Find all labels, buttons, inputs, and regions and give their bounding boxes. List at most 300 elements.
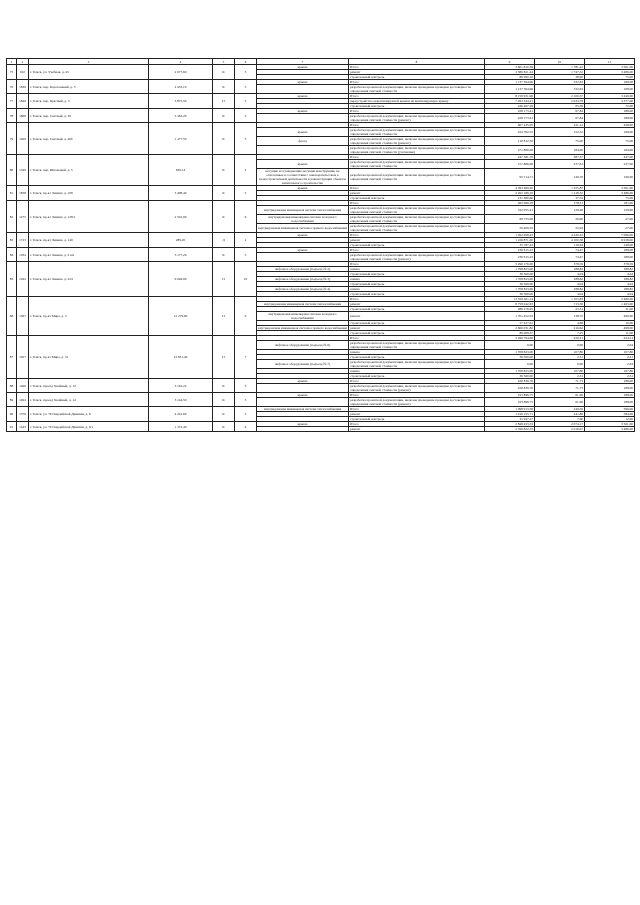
house-id: 1184 — [17, 248, 29, 262]
wall-material: К — [213, 65, 235, 80]
total-cost: 226 839,76 — [485, 384, 535, 393]
unit-cost: 71,73 — [535, 384, 585, 393]
house-id: 1275 — [17, 201, 29, 233]
total-cost: 1 708 823,00 — [485, 350, 535, 355]
unit-cost: 2,31 — [535, 355, 585, 360]
floors-count: 5 — [235, 80, 257, 94]
unit-cost: 4,68 — [535, 321, 585, 326]
structural-element: внутридомовая инженерная система горячего водоснабжения — [257, 224, 349, 233]
total-cost: 8 159 931,96 — [485, 94, 535, 99]
row-number: 89 — [7, 393, 17, 407]
total-cost: 3 586 821,44 — [485, 70, 535, 75]
unit-cost: 188,82 — [535, 287, 585, 292]
column-number: 10 — [535, 59, 585, 65]
unit-cost: 220,21 — [535, 336, 585, 341]
structural-element: крыша — [257, 233, 349, 238]
row-number: 90 — [7, 407, 17, 422]
work-type: строительный контроль — [349, 355, 485, 360]
work-type: разработка проектной документации, включая проведение проверки достоверности определения сметной стоимости — [349, 215, 485, 224]
house-id: 1057 — [17, 336, 29, 379]
unit-cost: 4,04 — [535, 272, 585, 277]
work-type: Итого — [349, 201, 485, 206]
capital-repair-table — [6, 58, 635, 432]
max-unit-cost: 7 096,00 — [585, 233, 635, 238]
work-type: строительный контроль — [349, 292, 485, 297]
work-type: замена — [349, 350, 485, 355]
column-number: 5 — [213, 59, 235, 65]
unit-cost: 37,55 — [535, 196, 585, 201]
max-unit-cost: 224,51 — [585, 336, 635, 341]
structural-element: внутридомовая инженерная система холодного водоснабжения — [257, 312, 349, 321]
structural-element: лифтовое оборудование (подъезд № 6) — [257, 341, 349, 350]
work-type: замена — [349, 287, 485, 292]
work-type: строительный контроль — [349, 243, 485, 248]
work-type: разработка проектной документации, включая проведение проверки достоверности определения сметной стоимости — [349, 206, 485, 215]
work-type: Итого — [349, 155, 485, 160]
row-number: 76 — [7, 80, 17, 94]
max-unit-cost: 188,00 — [585, 109, 635, 114]
max-unit-cost: 428,00 — [585, 123, 635, 128]
wall-material: К — [213, 393, 235, 407]
floors-count: 5 — [235, 407, 257, 422]
row-number: 75 — [7, 65, 17, 80]
unit-cost: 1 255,87 — [535, 186, 585, 191]
unit-cost: 61,66 — [535, 393, 585, 398]
floors-count: 5 — [235, 393, 257, 407]
house-id: 1367 — [17, 297, 29, 336]
unit-cost: 4,04 — [535, 282, 585, 287]
column-number: 6 — [235, 59, 257, 65]
house-address: г. Томск, пер. Шпальный, д. 5 — [29, 155, 149, 186]
unit-cost: 188,82 — [535, 277, 585, 282]
structural-element: лифтовое оборудование (подъезд № 4) — [257, 287, 349, 292]
row-number: 78 — [7, 109, 17, 123]
house-area: 2 077,60 — [149, 65, 213, 80]
total-cost: 1 098 913,58 — [485, 407, 535, 412]
house-address: г. Томск, пр-кт Мира, д. 3 — [29, 297, 149, 336]
house-id: 1808 — [17, 109, 29, 123]
wall-material: К — [213, 407, 235, 422]
max-unit-cost: 3 561,00 — [585, 186, 635, 191]
house-address: г. Томск, пр-кт Ленина, д. 108 — [29, 186, 149, 201]
wall-material: К — [213, 155, 235, 186]
total-cost: 1 262 658,43 — [485, 233, 535, 238]
unit-cost: 107,80 — [535, 369, 585, 374]
max-unit-cost: 498,00 — [585, 326, 635, 331]
total-cost: 0,00 — [485, 360, 535, 369]
wall-material: К — [213, 248, 235, 262]
work-type: разработка проектной документации, включая проведение проверки достоверности определения сметной стоимости — [349, 128, 485, 137]
max-unit-cost: 188,00 — [585, 114, 635, 123]
house-address: г. Томск, проезд Хвойный, д. 14 — [29, 393, 149, 407]
row-number: 88 — [7, 379, 17, 393]
unit-cost: 23,31 — [535, 307, 585, 312]
max-unit-cost: 2,04 — [585, 341, 635, 350]
house-address: г. Томск, ул. 79 Гвардейской Дивизии, д. 8 — [29, 407, 149, 422]
unit-cost: 1 103,83 — [535, 297, 585, 302]
max-unit-cost: 4,04 — [585, 292, 635, 297]
work-type: Итого — [349, 123, 485, 128]
max-unit-cost: 75,00 — [585, 75, 635, 80]
unit-cost: 67,84 — [535, 109, 585, 114]
wall-material: П — [213, 297, 235, 336]
work-type: разработка проектной документации, включая проведение проверки достоверности определения сметной стоимости (ремонт) — [349, 114, 485, 123]
unit-cost: 378,59 — [535, 262, 585, 267]
work-type: строительный контроль — [349, 282, 485, 287]
house-id: 1445 — [17, 422, 29, 432]
wall-material: К — [213, 109, 235, 123]
max-unit-cost: 3 377,00 — [585, 99, 635, 104]
max-unit-cost: 1 463,00 — [585, 302, 635, 307]
unit-cost: 74,47 — [535, 248, 585, 253]
column-number: 3 — [29, 59, 149, 65]
unit-cost: 26,90 — [535, 215, 585, 224]
max-unit-cost: 75,00 — [585, 137, 635, 146]
house-address: г. Томск, пер. Коротенький, д. 3 — [29, 80, 149, 94]
max-unit-cost: 107,80 — [585, 350, 635, 355]
work-type: разработка проектной документации, включая проведение проверки достоверности определения сметной стоимости — [349, 360, 485, 369]
work-type: строительный контроль — [349, 307, 485, 312]
work-type: разработка проектной документации, включая проведение проверки достоверности определения сметной стоимости — [349, 169, 485, 186]
structural-element — [257, 427, 349, 432]
structural-element: фасад — [257, 137, 349, 146]
house-id: 1349 — [17, 155, 29, 186]
max-unit-cost: 168,00 — [585, 85, 635, 94]
work-type: строительный контроль — [349, 196, 485, 201]
row-number: 83 — [7, 233, 17, 248]
total-cost: 1 798 823,00 — [485, 267, 535, 272]
work-type: ремонт — [349, 191, 485, 196]
total-cost: 1 708 823,00 — [485, 369, 535, 374]
floors-count: 5 — [235, 248, 257, 262]
work-type: Итого — [349, 248, 485, 253]
work-type: Итого — [349, 422, 485, 427]
house-id: 1376 — [17, 407, 29, 422]
total-cost: 2 849 453,33 — [485, 422, 535, 427]
row-number: 86 — [7, 297, 17, 336]
max-unit-cost: 3 486,00 — [585, 427, 635, 432]
max-unit-cost: 3 561,00 — [585, 65, 635, 70]
work-type: ремонт — [349, 427, 485, 432]
house-address: г. Томск, пер. Светлый, д. 40б — [29, 123, 149, 155]
structural-element: крыша — [257, 128, 349, 137]
work-type: Итого — [349, 379, 485, 384]
max-unit-cost: 237,00 — [585, 160, 635, 169]
house-area: 1 372,40 — [149, 422, 213, 432]
house-id: 1490 — [17, 379, 29, 393]
work-type: замена — [349, 267, 485, 272]
wall-material: К — [213, 379, 235, 393]
work-type: замена — [349, 277, 485, 282]
total-cost: 7 493 344,21 — [485, 99, 535, 104]
total-cost: 0,00 — [485, 341, 535, 350]
unit-cost: 178,31 — [535, 201, 585, 206]
max-unit-cost: 181,00 — [585, 201, 635, 206]
max-unit-cost: 188,00 — [585, 393, 635, 398]
row-number: 79 — [7, 123, 17, 155]
structural-element: внутридомовая инженерная система теплоснабжения — [257, 206, 349, 215]
total-cost: 1 226 871,00 — [485, 238, 535, 243]
work-type: ремонт — [349, 326, 485, 331]
unit-cost: 4,04 — [535, 292, 585, 297]
max-unit-cost: 11,00 — [585, 331, 635, 336]
max-unit-cost: 188,82 — [585, 267, 635, 272]
column-number: 2 — [17, 59, 29, 65]
structural-element: крыша — [257, 379, 349, 384]
work-type: ремонт — [349, 238, 485, 243]
work-type: ремонт — [349, 70, 485, 75]
unit-cost: 0,00 — [535, 360, 585, 369]
unit-cost: 1 781,22 — [535, 65, 585, 70]
max-unit-cost: 3 449,00 — [585, 94, 635, 99]
unit-cost: 71,73 — [535, 379, 585, 384]
unit-cost: 184,00 — [535, 146, 585, 155]
house-area: 3 875,50 — [149, 94, 213, 109]
max-unit-cost: 10,00 — [585, 321, 635, 326]
work-type: Итого — [349, 233, 485, 238]
total-cost: 1 016 155,71 — [485, 412, 535, 417]
unit-cost: 411,12 — [535, 123, 585, 128]
max-unit-cost: 148,00 — [585, 243, 635, 248]
total-cost: 69 735,06 — [485, 215, 535, 224]
unit-cost: 216,62 — [535, 326, 585, 331]
unit-cost: 22,92 — [535, 224, 585, 233]
max-unit-cost: 4,04 — [585, 272, 635, 277]
max-unit-cost: 184,00 — [585, 146, 635, 155]
total-cost: 89 008,37 — [485, 331, 535, 336]
house-address: г. Томск, пер. Светлый, д. 36 — [29, 109, 149, 123]
unit-cost: 1 218,32 — [535, 191, 585, 196]
total-cost: 193 898,75 — [485, 393, 535, 398]
total-cost: 86 990,10 — [485, 75, 535, 80]
max-unit-cost: 447,00 — [585, 155, 635, 160]
unit-cost: 4 100,58 — [535, 238, 585, 243]
max-unit-cost: 129,00 — [585, 206, 635, 215]
row-number: 81 — [7, 186, 17, 201]
wall-material: П — [213, 94, 235, 109]
unit-cost: 241,86 — [535, 412, 585, 417]
total-cost: 1 708 823,00 — [485, 287, 535, 292]
house-area: 639,14 — [149, 155, 213, 186]
column-number: 7 — [257, 59, 349, 65]
unit-cost: 7,60 — [535, 417, 585, 422]
max-unit-cost: 188,00 — [585, 379, 635, 384]
house-address: г. Томск, пр-кт Мира, д. 31 — [29, 336, 149, 379]
house-address: г. Томск, пр-кт Ленина, д. 149 — [29, 233, 149, 248]
total-cost: 1 701 452,03 — [485, 312, 535, 321]
unit-cost: 128,46 — [535, 206, 585, 215]
house-area: 15 831,40 — [149, 336, 213, 379]
work-type: Итого — [349, 65, 485, 70]
structural-element: лифтовое оборудование (подъезд № 2) — [257, 267, 349, 272]
structural-element — [257, 398, 349, 407]
row-number: 91 — [7, 422, 17, 432]
total-cost: 236 615,23 — [485, 248, 535, 253]
structural-element: крыша — [257, 422, 349, 427]
work-type: переустройство невентилируемой крыши на вентилируемую крышу — [349, 99, 485, 104]
floors-count: 5 — [235, 65, 257, 80]
work-type: Итого — [349, 407, 485, 412]
wall-material: К — [213, 80, 235, 94]
row-number: 87 — [7, 336, 17, 379]
unit-cost: 152,12 — [535, 128, 585, 137]
unit-cost: 75,00 — [535, 137, 585, 146]
house-id: 1292 — [17, 262, 29, 297]
max-unit-cost: 72,00 — [585, 104, 635, 109]
wall-material: К — [213, 201, 235, 233]
floors-count: 7 — [235, 336, 257, 379]
max-unit-cost: 3 486,00 — [585, 191, 635, 196]
house-id: 610 — [17, 65, 29, 80]
structural-element: внутридомовая инженерная система горячего водоснабжения — [258, 326, 347, 330]
wall-material: Д — [213, 233, 235, 248]
total-cost: 36 560,00 — [485, 355, 535, 360]
row-number: 77 — [7, 94, 17, 109]
unit-cost: 249,56 — [535, 407, 585, 412]
max-unit-cost: 196,00 — [585, 169, 635, 186]
column-number: 1 — [7, 59, 17, 65]
unit-cost: 2 074,17 — [535, 422, 585, 427]
total-cost: 36 560,00 — [485, 292, 535, 297]
structural-element: внутридомовая инженерная система теплоснабжения — [257, 302, 349, 307]
structural-element: внутридомовая инженерная система теплоснабжения — [257, 407, 349, 412]
house-address: г. Томск, ул. Учебная, д. 45 — [29, 65, 149, 80]
floors-count: 2 — [235, 233, 257, 248]
total-cost: 3 290 176,00 — [485, 262, 535, 267]
total-cost: 1 137 394,96 — [485, 85, 535, 94]
max-unit-cost: 2 480,00 — [585, 297, 635, 302]
unit-cost: 107,80 — [535, 350, 585, 355]
total-cost: 1 137 394,96 — [485, 80, 535, 85]
total-cost: 286 276,95 — [485, 307, 535, 312]
structural-element — [257, 384, 349, 393]
max-unit-cost: 27,00 — [585, 215, 635, 224]
unit-cost: 65,59 — [535, 104, 585, 109]
total-cost: 246 467,28 — [485, 104, 535, 109]
total-cost: 332 955,41 — [485, 206, 535, 215]
structural-element: крыша — [257, 160, 349, 169]
max-unit-cost: 188,00 — [585, 398, 635, 407]
wall-material: П — [213, 262, 235, 297]
unit-cost: 149,76 — [535, 169, 585, 186]
column-number: 8 — [349, 59, 485, 65]
work-type: разработка проектной документации, включая проведение проверки достоверности определения сметной стоимости — [349, 85, 485, 94]
work-type: ремонт — [349, 302, 485, 307]
total-cost: 226 839,76 — [485, 379, 535, 384]
work-type: строительный контроль — [349, 104, 485, 109]
unit-cost: 188,82 — [535, 267, 585, 272]
structural-element — [257, 146, 349, 155]
total-cost: 271 860,00 — [485, 146, 535, 155]
max-unit-cost: 31,00 — [585, 307, 635, 312]
total-cost: 462 066,18 — [485, 201, 535, 206]
max-unit-cost: 168,00 — [585, 80, 635, 85]
total-cost: 95 714,71 — [485, 169, 535, 186]
total-cost: 228 173,41 — [485, 114, 535, 123]
floors-count: 5 — [235, 94, 257, 109]
structural-element: внутридомовая инженерная система холодного водоснабжения — [257, 215, 349, 224]
floors-count: 6 — [235, 201, 257, 233]
total-cost: 4 262 189,10 — [485, 191, 535, 196]
unit-cost: 713,30 — [535, 302, 585, 307]
total-cost: 8 759 042,63 — [485, 302, 535, 307]
work-type: разработка проектной документации, включая проведение проверки достоверности определения сметной стоимости — [349, 160, 485, 169]
wall-material: К — [213, 186, 235, 201]
structural-element — [257, 85, 349, 94]
house-area: 3 498,40 — [149, 186, 213, 201]
house-area: 1 477,50 — [149, 123, 213, 155]
max-unit-cost: 2,31 — [585, 355, 635, 360]
total-cost: 3 661 810,39 — [485, 65, 535, 70]
row-number: 85 — [7, 262, 17, 297]
house-address: г. Томск, пр-кт Ленина, д. 224 — [29, 262, 149, 297]
structural-element: крыша — [257, 94, 349, 99]
house-area: 9 049,90 — [149, 262, 213, 297]
max-unit-cost: 107,80 — [585, 369, 635, 374]
unit-cost: 67,84 — [535, 114, 585, 123]
total-cost: 1 708 823,00 — [485, 277, 535, 282]
max-unit-cost: 188,00 — [585, 248, 635, 253]
house-area: 3 144,50 — [149, 393, 213, 407]
unit-cost: 2 034,78 — [535, 99, 585, 104]
total-cost: 36 560,00 — [485, 272, 535, 277]
max-unit-cost: 75,00 — [585, 196, 635, 201]
max-unit-cost: 584,00 — [585, 412, 635, 417]
house-area: 12 279,60 — [149, 297, 213, 336]
total-cost: 228 173,41 — [485, 109, 535, 114]
unit-cost: 2,31 — [535, 374, 585, 379]
max-unit-cost: 6 918,00 — [585, 238, 635, 243]
wall-material: К — [213, 422, 235, 432]
floors-count: 2 — [235, 155, 257, 186]
max-unit-cost: 490,00 — [585, 312, 635, 321]
house-id: 1846 — [17, 94, 29, 109]
unit-cost: 332,63 — [535, 80, 585, 85]
floors-count: 6 — [235, 422, 257, 432]
house-id: 1725 — [17, 233, 29, 248]
work-type: строительный контроль — [349, 331, 485, 336]
work-type: замена — [349, 369, 485, 374]
total-cost: 224 762,53 — [485, 128, 535, 137]
unit-cost: 2 100,37 — [535, 94, 585, 99]
house-address: г. Томск, пер. Красный, д. 5 — [29, 94, 149, 109]
floors-count: 9 — [235, 297, 257, 336]
house-id: 1400 — [17, 123, 29, 155]
column-number: 11 — [585, 59, 635, 65]
unit-cost: 119,64 — [535, 243, 585, 248]
work-type: Итого — [349, 336, 485, 341]
work-type: разработка проектной документации, включая проведение проверки достоверности определения сметной стоимости (ремонт) — [349, 384, 485, 393]
work-type: ремонт — [349, 312, 485, 321]
unit-cost: 0,00 — [535, 341, 585, 350]
column-number: 9 — [485, 59, 535, 65]
floors-count: 5 — [235, 379, 257, 393]
work-type: строительный контроль — [349, 272, 485, 277]
table-body — [7, 59, 635, 432]
total-cost: 36 560,00 — [485, 374, 535, 379]
max-unit-cost: 188,82 — [585, 287, 635, 292]
unit-cost: 1 747,32 — [535, 70, 585, 75]
work-type: строительный контроль — [349, 374, 485, 379]
house-area: 3 162,22 — [149, 379, 213, 393]
unit-cost: 7,25 — [535, 331, 585, 336]
max-unit-cost: 2,31 — [585, 374, 635, 379]
max-unit-cost: 4,04 — [585, 282, 635, 287]
total-cost: 236 615,23 — [485, 253, 535, 262]
row-number: 84 — [7, 248, 17, 262]
house-id: 1858 — [17, 186, 29, 201]
house-address: г. Томск, пр-кт Ленина, д. 212а — [29, 248, 149, 262]
